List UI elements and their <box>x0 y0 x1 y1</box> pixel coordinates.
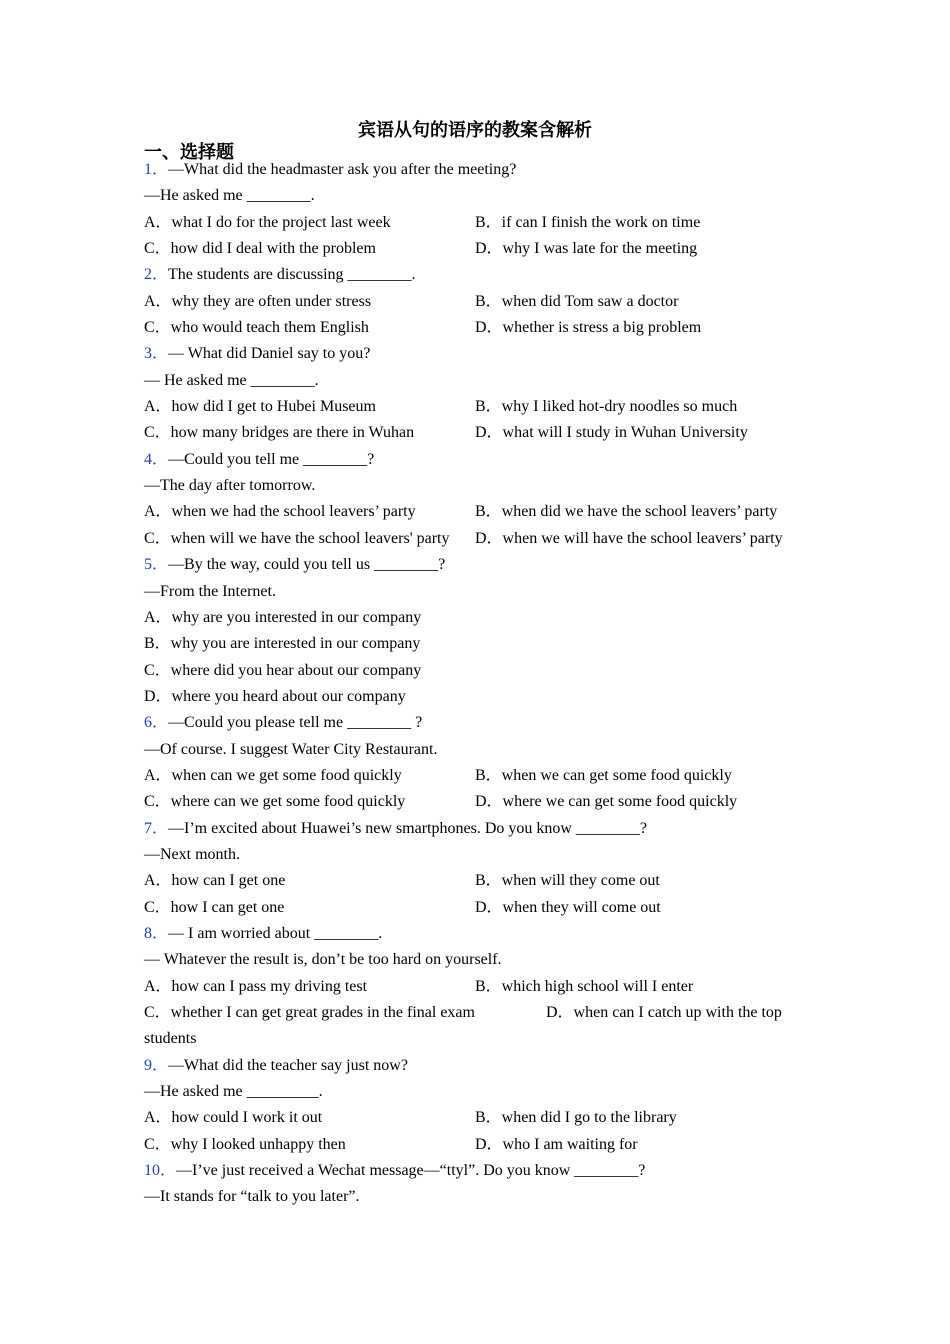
option-b: B．which high school will I enter <box>475 977 694 995</box>
option-a: A．how can I get one <box>144 872 286 890</box>
question-text: The students are discussing ________. <box>168 266 416 284</box>
option-c: C．where can we get some food quickly <box>144 793 406 811</box>
question-reply: —He asked me _________. <box>144 1083 323 1101</box>
option-a: A．how could I work it out <box>144 1109 323 1127</box>
option-d: D．where we can get some food quickly <box>475 793 738 811</box>
question-number: 1． <box>144 161 169 178</box>
option-row <box>144 420 834 446</box>
question-stem <box>144 157 834 183</box>
question-number: 4． <box>144 450 169 468</box>
question-stem <box>144 816 834 842</box>
question-text: —Could you tell me ________? <box>168 450 375 468</box>
question-stem <box>144 262 834 288</box>
question-number: 6． <box>144 714 169 732</box>
option-a: A．how did I get to Hubei Museum <box>144 398 376 416</box>
option-a: A．what I do for the project last week <box>144 213 391 231</box>
option-c: C．how many bridges are there in Wuhan <box>144 424 415 442</box>
section-heading: 一、选择题 <box>144 142 234 163</box>
question-number: 5． <box>144 556 169 574</box>
question-stem <box>144 1158 834 1184</box>
option-c: C．when will we have the school leavers' party <box>144 529 450 547</box>
option-a: A．why are you interested in our company <box>144 608 422 626</box>
option-row <box>144 895 834 921</box>
question-reply: —The day after tomorrow. <box>144 477 316 495</box>
question-reply: —Of course. I suggest Water City Restaurant. <box>144 740 438 758</box>
option-row <box>144 1132 834 1158</box>
question-stem <box>144 447 834 473</box>
option-row <box>144 289 834 315</box>
option-b: B．why you are interested in our company <box>144 635 421 653</box>
question-text: —By the way, could you tell us ________? <box>168 556 446 574</box>
question-text: — I am worried about ________. <box>168 924 383 942</box>
option-b: B．when did I go to the library <box>475 1109 677 1127</box>
question-list <box>144 157 834 1211</box>
option-c: C．whether I can get great grades in the final exam <box>144 1004 475 1021</box>
option-d: D．whether is stress a big problem <box>475 319 702 337</box>
option-d: D．when they will come out <box>475 898 661 916</box>
option-b: B．when did Tom saw a doctor <box>475 292 679 310</box>
option-c: C．how did I deal with the problem <box>144 240 376 258</box>
option-c: C．where did you hear about our company <box>144 661 422 679</box>
option-row <box>144 210 834 236</box>
option-a: A．how can I pass my driving test <box>144 977 368 995</box>
option-a: A．when we had the school leavers’ party <box>144 503 416 521</box>
option-row <box>144 763 834 789</box>
option-row <box>144 315 834 341</box>
option-row <box>144 1000 834 1026</box>
question-reply: —He asked me ________. <box>144 187 315 205</box>
question-number: 8． <box>144 924 169 942</box>
option-row <box>144 868 834 894</box>
option-row <box>144 236 834 262</box>
option-row <box>144 526 834 552</box>
option-b: B．when we can get some food quickly <box>475 766 732 784</box>
question-text: —What did the headmaster ask you after the meeting? <box>168 161 517 178</box>
option-d: D．what will I study in Wuhan University <box>475 424 748 442</box>
question-reply: —It stands for “talk to you later”. <box>144 1188 360 1206</box>
question-reply: — He asked me ________. <box>144 371 319 389</box>
option-row <box>144 974 834 1000</box>
option-row <box>144 499 834 525</box>
option-d: D．when we will have the school leavers’ party <box>475 529 783 547</box>
option-a: A．when can we get some food quickly <box>144 766 402 784</box>
option-row <box>144 1105 834 1131</box>
question-text: —Could you please tell me ________ ? <box>168 714 423 732</box>
question-text: —What did the teacher say just now? <box>168 1056 408 1074</box>
option-d: D．who I am waiting for <box>475 1135 638 1153</box>
question-text: —I’m excited about Huawei’s new smartphones. Do you know ________? <box>168 819 648 837</box>
question-stem <box>144 710 834 736</box>
document-title: 宾语从句的语序的教案含解析 <box>358 120 592 141</box>
question-reply: — Whatever the result is, don’t be too hard on yourself. <box>144 951 502 969</box>
question-number: 9． <box>144 1056 169 1074</box>
option-c: C．how I can get one <box>144 898 285 916</box>
question-stem <box>144 1053 834 1079</box>
question-text: —I’ve just received a Wechat message—“ttyl”. Do you know ________? <box>176 1162 646 1180</box>
option-b: B．if can I finish the work on time <box>475 213 701 231</box>
question-reply: —Next month. <box>144 845 240 863</box>
option-b: B．when did we have the school leavers’ party <box>475 503 778 521</box>
option-c: C．why I looked unhappy then <box>144 1135 346 1153</box>
option-c: C．who would teach them English <box>144 319 369 337</box>
question-number: 7． <box>144 819 169 837</box>
option-d: D．where you heard about our company <box>144 687 406 705</box>
option-d-continued: students <box>144 1030 197 1048</box>
option-d: D．why I was late for the meeting <box>475 240 698 258</box>
option-row <box>144 394 834 420</box>
question-number: 2． <box>144 266 169 284</box>
question-reply: —From the Internet. <box>144 582 276 600</box>
option-row <box>144 789 834 815</box>
question-number: 3． <box>144 345 169 363</box>
option-a: A．why they are often under stress <box>144 292 372 310</box>
question-number: 10． <box>144 1162 177 1180</box>
question-stem <box>144 341 834 367</box>
question-stem <box>144 552 834 578</box>
question-text: — What did Daniel say to you? <box>168 345 371 363</box>
option-d: D．when can I catch up with the top <box>546 1004 782 1021</box>
option-b: B．why I liked hot-dry noodles so much <box>475 398 738 416</box>
option-b: B．when will they come out <box>475 872 660 890</box>
question-stem <box>144 921 834 947</box>
